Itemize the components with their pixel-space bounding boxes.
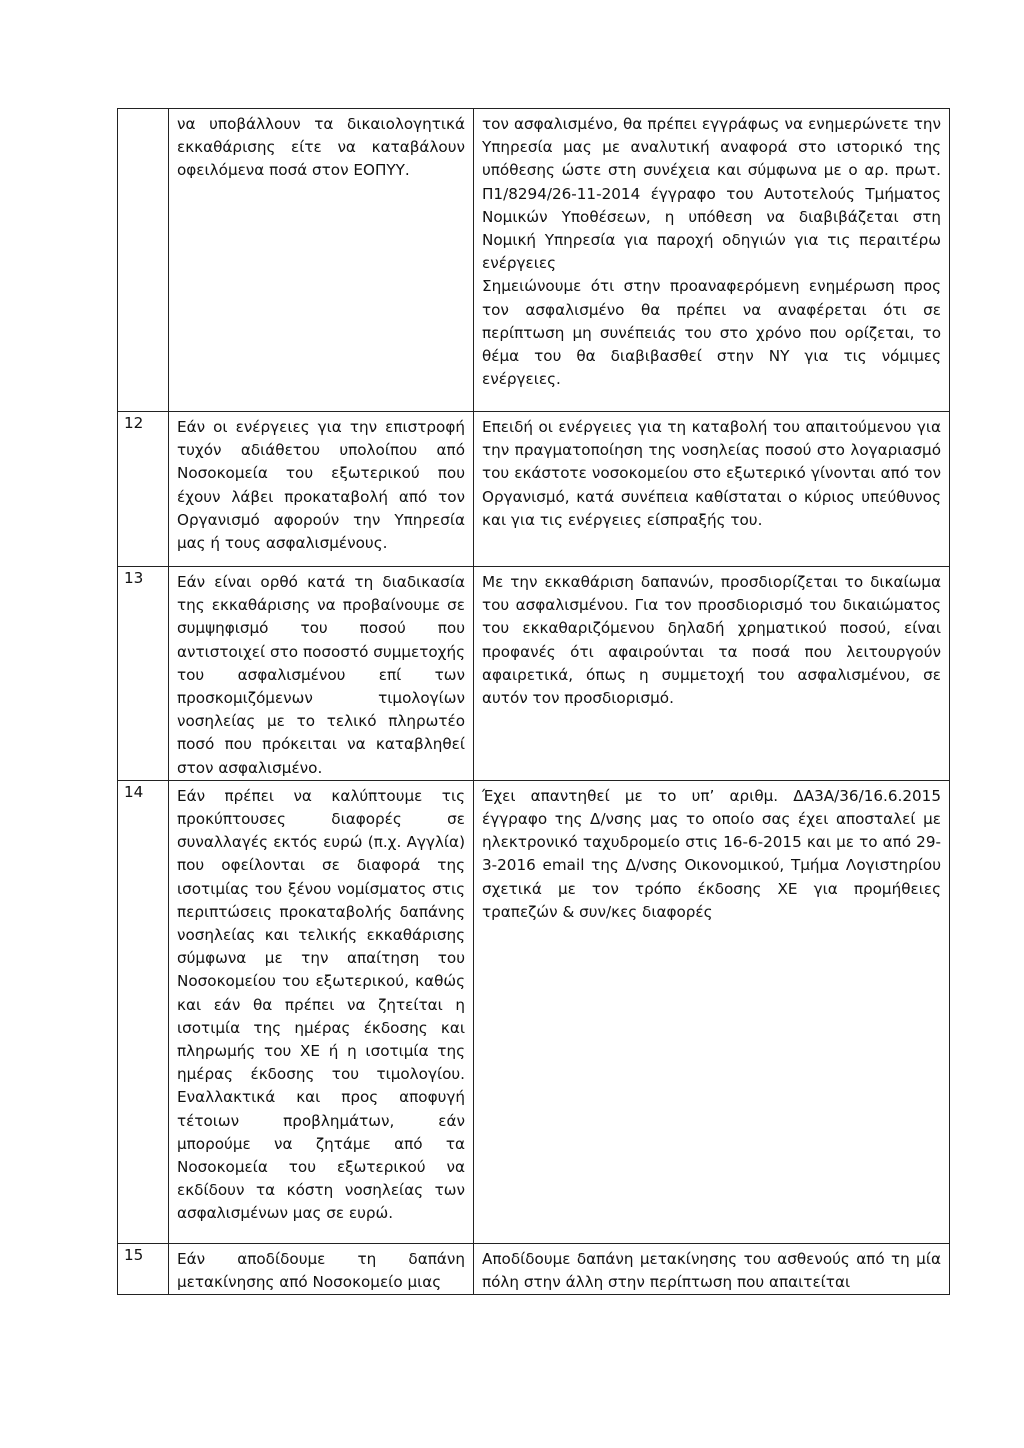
answer-cell xyxy=(474,109,950,412)
answer-cell xyxy=(474,780,950,1243)
question-cell: Εάν οι ενέργειες για την επιστροφή τυχόν αδιάθετου υπολοίπου από Νοσοκομεία του εξωτερικού που έχουν λάβει προκαταβολή από τον Οργανισμό αφορούν την Υπηρεσία μας ή τους ασφαλισμένους. xyxy=(169,412,474,567)
question-cell: Εάν είναι ορθό κατά τη διαδικασία της εκκαθάρισης να προβαίνουμε σε συμψηφισμό του ποσού που αντιστοιχεί στο ποσοστό συμμετοχής του ασφαλισμένου επί των προσκομιζόμενων τιμολογίων νοσηλείας με το τελικό πληρωτέο ποσό που πρόκειται να καταβληθεί στον ασφαλισμένο. xyxy=(169,567,474,781)
question-cell: Εάν πρέπει να καλύπτουμε τις προκύπτουσες διαφορές σε συναλλαγές εκτός ευρώ (π.χ. Αγγλία) που οφείλονται σε διαφορά της ισοτιμίας του ξένου νομίσματος στις περιπτώσεις προκαταβολής δαπάνης νοσηλείας και τελικής εκκαθάρισης σύμφωνα με την απαίτηση του Νοσοκομείου του εξωτερικού, καθώς και εάν θα πρέπει να ζητείται η ισοτιμία της ημέρας έκδοσης και πληρωμής του ΧΕ ή η ισοτιμία της ημέρας έκδοσης του τιμολογίου. Εναλλακτικά και προς αποφυγή τέτοιων προβλημάτων, εάν μπορούμε να ζητάμε από τα Νοσοκομεία του εξωτερικού να εκδίδουν τα κόστη νοσηλείας των ασφαλισμένων μας σε ευρώ. xyxy=(169,780,474,1243)
answer-paragraph: Αποδίδουμε δαπάνη μετακίνησης του ασθενούς από τη μία πόλη στην άλλη στην περίπτωση που απαιτείται xyxy=(482,1249,941,1292)
question-cell: Εάν αποδίδουμε τη δαπάνη μετακίνησης από Νοσοκομείο μιας xyxy=(169,1243,474,1294)
table-row xyxy=(118,567,950,781)
table-row xyxy=(118,412,950,567)
answer-paragraph: Επειδή οι ενέργειες για τη καταβολή του απαιτούμενου για την πραγματοποίηση της νοσηλείας ποσού στο λογαριασμό του εκάστοτε νοσοκομείου στο εξωτερικό γίνονται από τον Οργανισμό, κατά συνέπεια καθίσταται ο κύριος υπεύθυνος και για τις ενέργειες είσπραξής του. xyxy=(482,418,941,529)
table-row xyxy=(118,1243,950,1294)
row-number: 13 xyxy=(118,567,169,781)
document-table xyxy=(117,108,950,1295)
answer-cell xyxy=(474,1243,950,1294)
answer-paragraph: τον ασφαλισμένο, θα πρέπει εγγράφως να ενημερώνετε την Υπηρεσία μας με αναλυτική αναφορά στο ιστορικό της υπόθεσης ώστε στη συνέχεια και σύμφωνα με ο αρ. πρωτ. Π1/8294/26-11-2014 έγγραφο του Αυτοτελούς Τμήματος Νομικών Υποθέσεων, η υπόθεση να διαβιβάζεται στη Νομική Υπηρεσία για παροχή οδηγιών για τις περαιτέρω ενέργειες xyxy=(482,115,941,273)
answer-cell xyxy=(474,567,950,781)
answer-cell xyxy=(474,412,950,567)
table-row xyxy=(118,109,950,412)
answer-paragraph: Σημειώνουμε ότι στην προαναφερόμενη ενημέρωση προς τον ασφαλισμένο θα πρέπει να αναφέρεται ότι σε περίπτωση μη συνέπειάς του στο χρόνο που ορίζεται, το θέμα του θα διαβιβασθεί στην ΝΥ για τις νόμιμες ενέργειες. xyxy=(482,277,941,389)
table-row xyxy=(118,780,950,1243)
question-cell: να υποβάλλουν τα δικαιολογητικά εκκαθάρισης είτε να καταβάλουν οφειλόμενα ποσά στον ΕΟΠΥΥ. xyxy=(169,109,474,412)
row-number: 14 xyxy=(118,780,169,1243)
row-number: 12 xyxy=(118,412,169,567)
row-number xyxy=(118,109,169,412)
answer-paragraph: Έχει απαντηθεί με το υπ’ αριθμ. ΔΑ3Α/36/16.6.2015 έγγραφο της Δ/νσης μας το οποίο σας έχει αποσταλεί με ηλεκτρονικό ταχυδρομείο στις 16-6-2015 και με το από 29-3-2016 email της Δ/νσης Οικονομικού, Τμήμα Λογιστηρίου σχετικά με τον τρόπο έκδοσης ΧΕ για προμήθειες τραπεζών & συν/κες διαφορές xyxy=(482,786,941,921)
answer-paragraph: Με την εκκαθάριση δαπανών, προσδιορίζεται το δικαίωμα του ασφαλισμένου. Για τον προσδιορισμό του δικαιώματος του εκκαθαριζόμενου δηλαδή χρηματικού ποσού, είναι προφανές ότι αφαιρούνται τα ποσά που λειτουργούν αφαιρετικά, όπως η συμμετοχή του ασφαλισμένου, σε αυτόν τον προσδιορισμό. xyxy=(482,573,941,708)
row-number: 15 xyxy=(118,1243,169,1294)
